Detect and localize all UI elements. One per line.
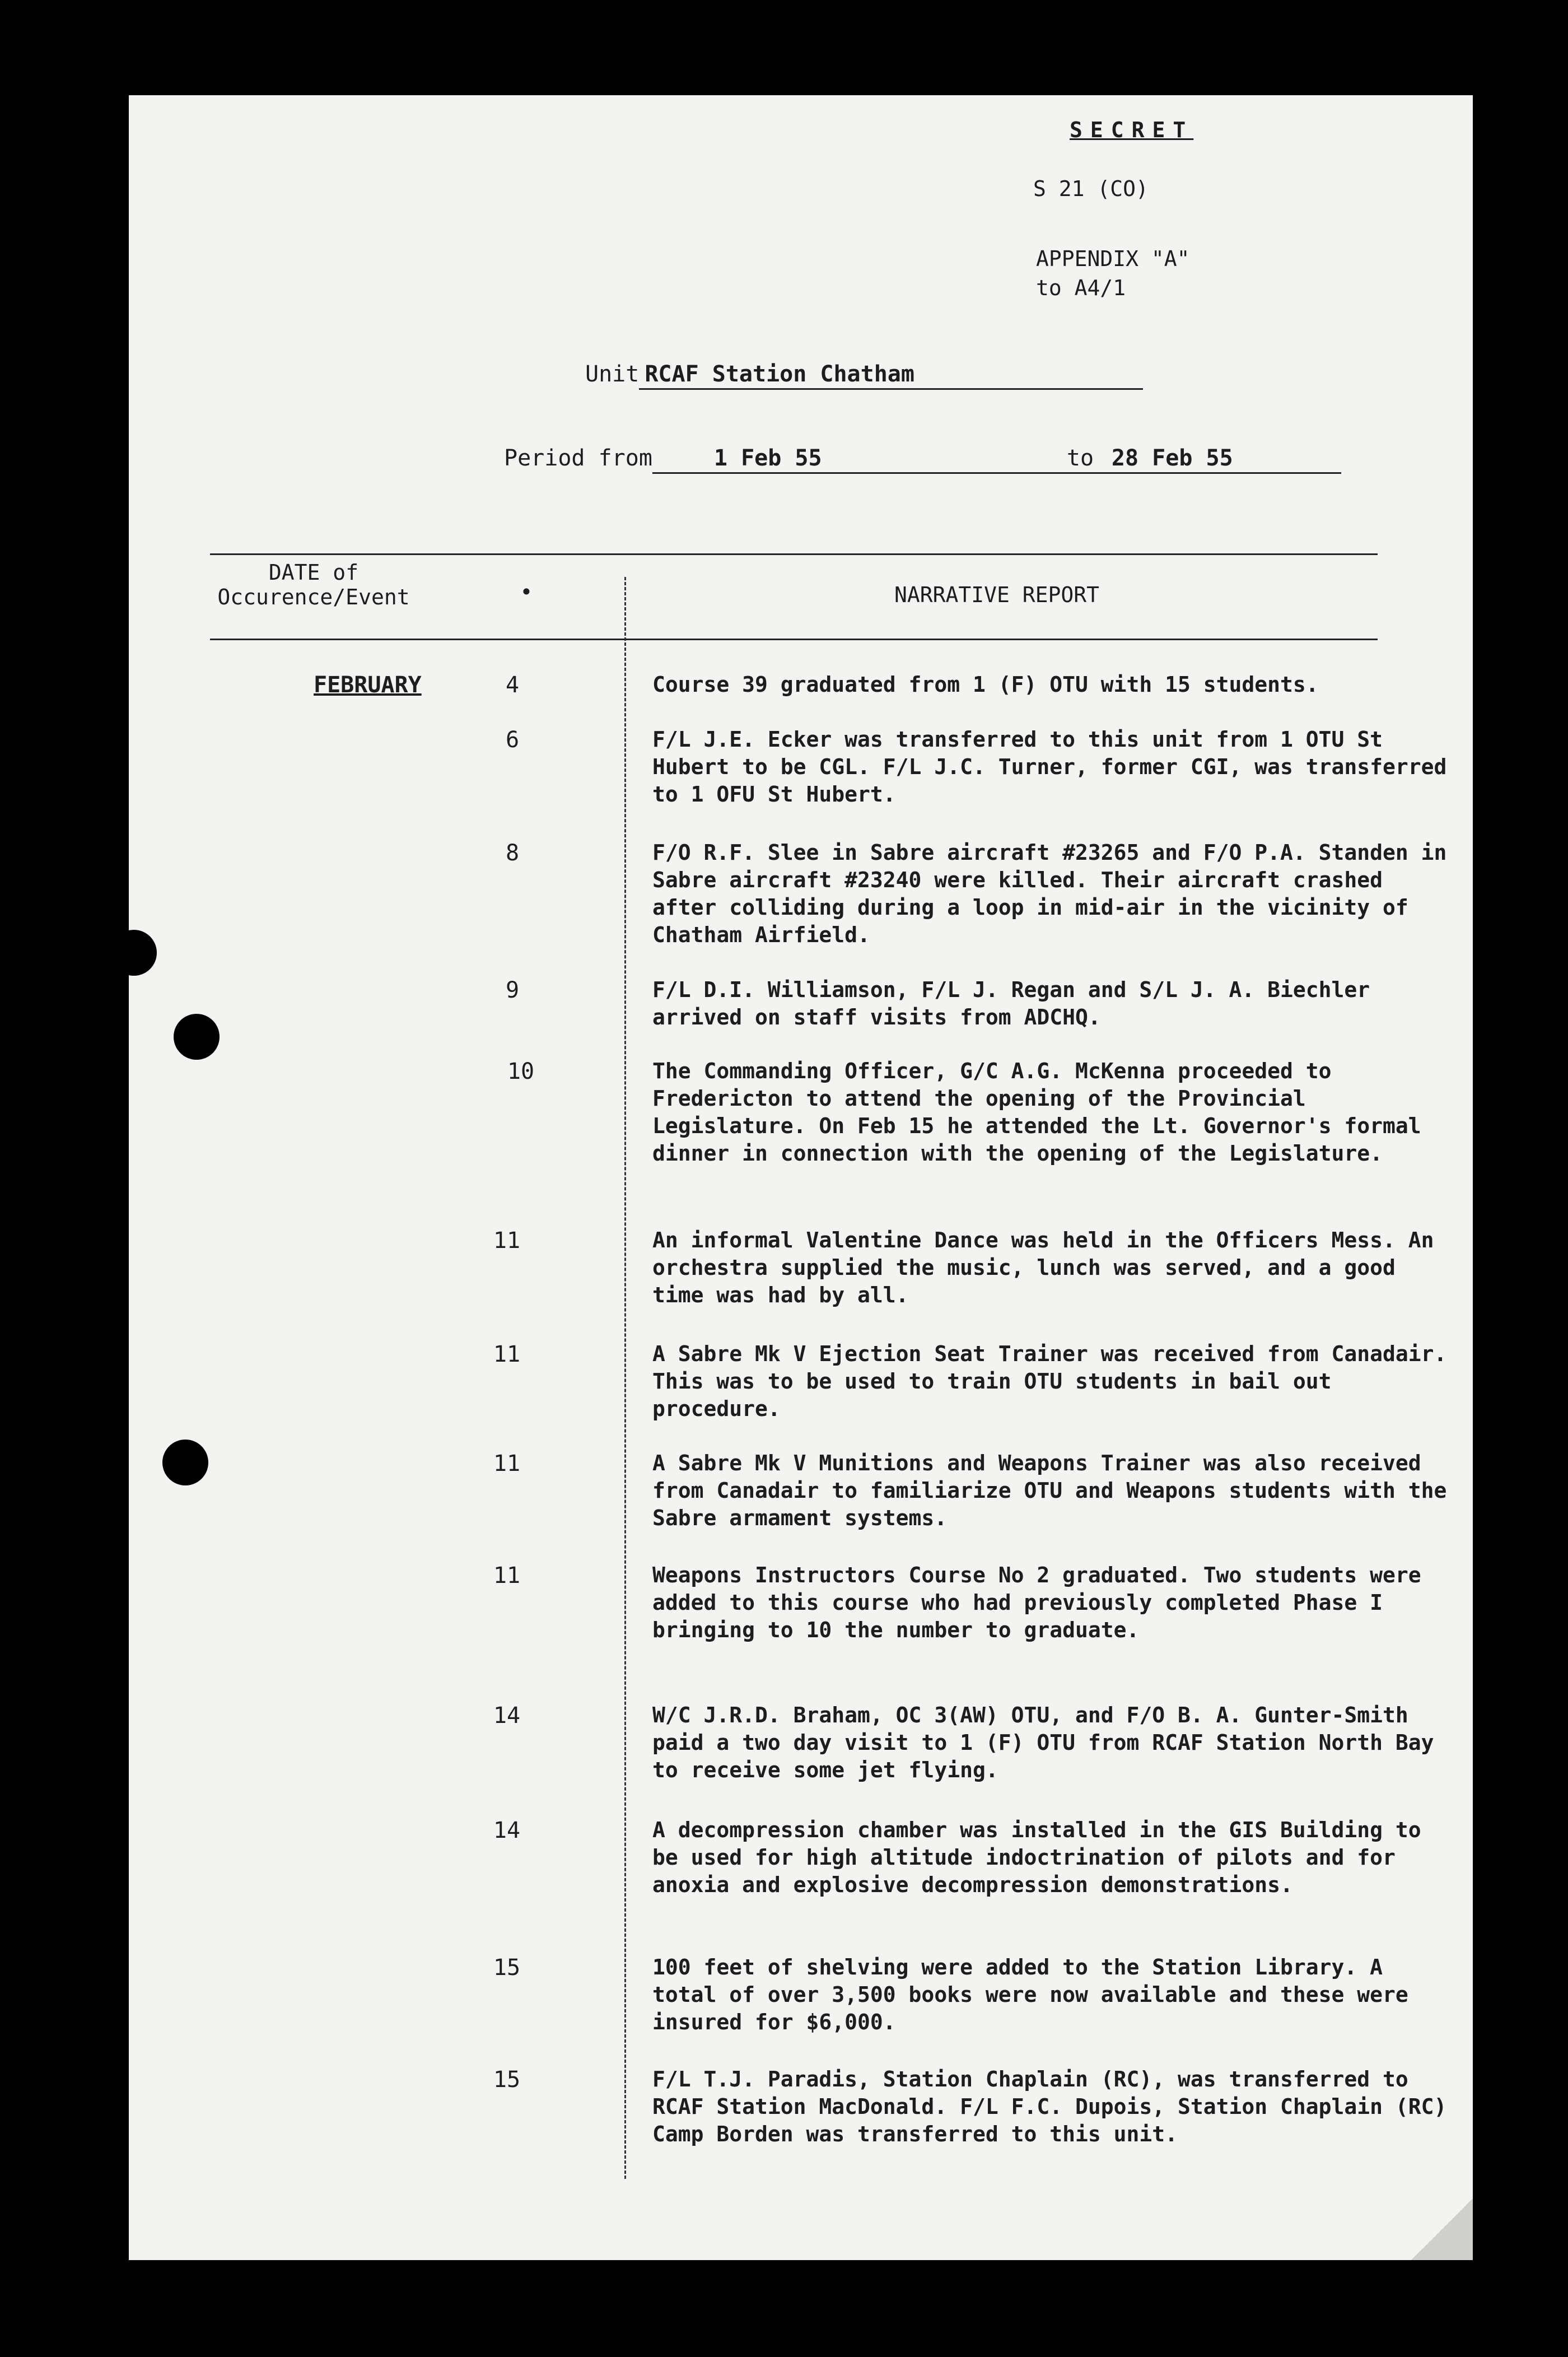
entry-text: F/O R.F. Slee in Sabre aircraft #23265 and F/O P.A. Standen in Sabre aircraft #23240 were killed. Their aircraft crashed after colliding during a loop in mid-air in the vicinity of Chatham Airfield.	[652, 840, 1447, 947]
date-header-line1: DATE of	[268, 560, 359, 585]
table-top-rule	[210, 553, 1378, 555]
unit-label: Unit	[585, 361, 640, 387]
date-header-line2: Occurence/Event	[217, 585, 410, 609]
file-reference: S 21 (CO)	[1033, 176, 1149, 201]
entry-day: 9	[505, 977, 520, 1003]
entry-text: Weapons Instructors Course No 2 graduated. Two students were added to this course who had previously completed Phase I bringing to 10 the number to graduate.	[652, 1563, 1421, 1642]
entry-day: 15	[493, 2067, 521, 2093]
narrative-column-header: NARRATIVE REPORT	[894, 583, 1100, 607]
entry-text: A Sabre Mk V Ejection Seat Trainer was received from Canadair. This was to be used to train OTU students in bail out procedure.	[652, 1341, 1447, 1421]
entry-text: Course 39 graduated from 1 (F) OTU with 15 students.	[652, 672, 1319, 697]
period-to-label: to	[1022, 445, 1106, 474]
column-divider	[624, 577, 626, 2179]
entry-text: An informal Valentine Dance was held in the Officers Mess. An orchestra supplied the music, lunch was served, and a good time was had by all.	[652, 1228, 1434, 1307]
period-to-value: 28 Feb 55	[1106, 445, 1341, 474]
entry-day: 11	[493, 1228, 521, 1254]
unit-line	[585, 361, 1143, 390]
entry-text: F/L T.J. Paradis, Station Chaplain (RC), was transferred to RCAF Station MacDonald. F/L F.C. Dupois, Station Chaplain (RC) Camp Borden was transferred to this unit.	[652, 2067, 1447, 2146]
entry-text: 100 feet of shelving were added to the Station Library. A total of over 3,500 books were now available and these were insured for $6,000.	[652, 1955, 1408, 2034]
period-from-label: Period from	[504, 445, 652, 471]
month-label: FEBRUARY	[314, 672, 422, 698]
entry-day: 11	[493, 1341, 521, 1367]
appendix-reference: to A4/1	[1036, 276, 1126, 300]
entry-day: 6	[505, 727, 520, 753]
appendix-label: APPENDIX "A"	[1036, 246, 1190, 271]
entry-text: W/C J.R.D. Braham, OC 3(AW) OTU, and F/O B. A. Gunter-Smith paid a two day visit to 1 (F) OTU from RCAF Station North Bay to receive some jet flying.	[652, 1703, 1434, 1782]
entry-day: 14	[493, 1818, 521, 1843]
punch-hole	[162, 1440, 208, 1485]
document-page	[129, 95, 1473, 2260]
unit-value: RCAF Station Chatham	[639, 361, 1143, 390]
entry-day: 11	[493, 1563, 521, 1589]
period-line	[504, 445, 1341, 474]
entry-day: 11	[493, 1451, 521, 1476]
entry-text: F/L J.E. Ecker was transferred to this unit from 1 OTU St Hubert to be CGL. F/L J.C. Turner, former CGI, was transferred to 1 OFU St Hubert.	[652, 727, 1447, 807]
entry-day: 10	[507, 1059, 535, 1084]
bullet-column-header: •	[520, 580, 533, 604]
entry-text: A Sabre Mk V Munitions and Weapons Trainer was also received from Canadair to familiarize OTU and Weapons students with the Sabre armament systems.	[652, 1451, 1447, 1530]
table-header-rule	[210, 639, 1378, 640]
date-column-header	[207, 560, 420, 609]
punch-hole	[174, 1014, 220, 1060]
entry-day: 8	[505, 840, 520, 866]
entry-text: A decompression chamber was installed in the GIS Building to be used for high altitude indoctrination of pilots and for anoxia and explosive decompression demonstrations.	[652, 1818, 1421, 1897]
period-from-value: 1 Feb 55	[652, 445, 1022, 474]
entry-day: 15	[493, 1955, 521, 1981]
entry-day: 14	[493, 1703, 521, 1729]
entry-day: 4	[505, 672, 520, 698]
classification-stamp: SECRET	[1070, 118, 1194, 142]
entry-text: The Commanding Officer, G/C A.G. McKenna proceeded to Fredericton to attend the opening of the Provincial Legislature. On Feb 15 he attended the Lt. Governor's formal dinner in connection with the opening of the Legislature.	[652, 1059, 1421, 1166]
entry-text: F/L D.I. Williamson, F/L J. Regan and S/L J. A. Biechler arrived on staff visits from ADCHQ.	[652, 977, 1370, 1030]
punch-hole	[111, 930, 157, 976]
